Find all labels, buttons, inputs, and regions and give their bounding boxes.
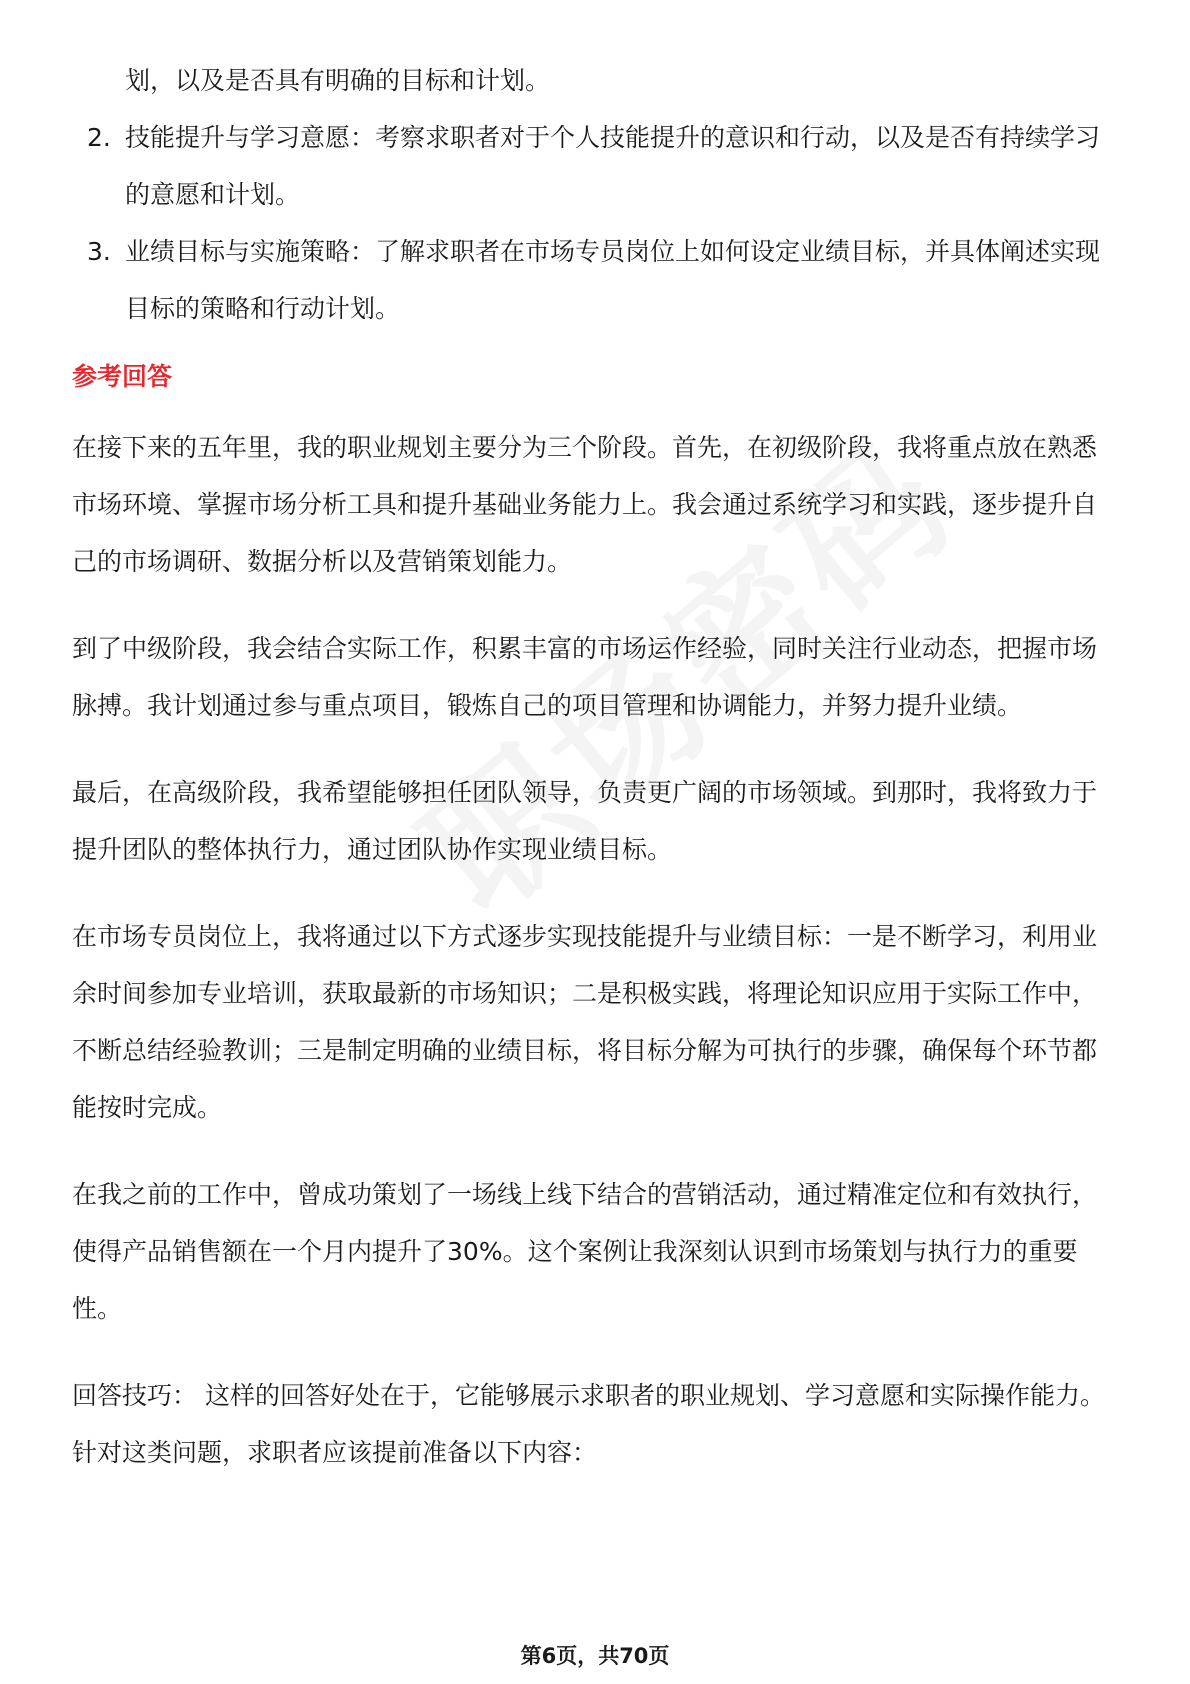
answer-paragraph: 在市场专员岗位上，我将通过以下方式逐步实现技能提升与业绩目标：一是不断学习，利用业余时间参加专业培训，获取最新的市场知识；二是积极实践，将理论知识应用于实际工作中，不断总结经验教训；三是制定明确的业绩目标，将目标分解为可执行的步骤，确保每个环节都能按时完成。	[72, 922, 1098, 1122]
list-item	[72, 223, 1117, 337]
answer-paragraph: 在接下来的五年里，我的职业规划主要分为三个阶段。首先，在初级阶段，我将重点放在熟悉市场环境、掌握市场分析工具和提升基础业务能力上。我会通过系统学习和实践，逐步提升自己的市场调研、数据分析以及营销策划能力。	[72, 433, 1098, 576]
question-points-list	[72, 109, 1117, 337]
list-number: 2.	[87, 123, 111, 152]
answer-paragraph: 最后，在高级阶段，我希望能够担任团队领导，负责更广阔的市场领域。到那时，我将致力于提升团队的整体执行力，通过团队协作实现业绩目标。	[72, 778, 1098, 864]
list-item-continuation: 划，以及是否具有明确的目标和计划。	[125, 66, 551, 95]
section-heading: 参考回答	[72, 362, 173, 391]
answer-paragraph: 到了中级阶段，我会结合实际工作，积累丰富的市场运作经验，同时关注行业动态，把握市场脉搏。我计划通过参与重点项目，锻炼自己的项目管理和协调能力，并努力提升业绩。	[72, 634, 1098, 720]
list-item-text: 业绩目标与实施策略：了解求职者在市场专员岗位上如何设定业绩目标，并具体阐述实现目标的策略和行动计划。	[125, 237, 1101, 323]
page-number: 第6页，共70页	[520, 1644, 670, 1668]
answer-paragraph: 在我之前的工作中，曾成功策划了一场线上线下结合的营销活动，通过精准定位和有效执行，使得产品销售额在一个月内提升了30%。这个案例让我深刻认识到市场策划与执行力的重要性。	[72, 1180, 1098, 1323]
answer-tips-paragraph: 回答技巧： 这样的回答好处在于，它能够展示求职者的职业规划、学习意愿和实际操作能力。针对这类问题，求职者应该提前准备以下内容：	[72, 1381, 1105, 1467]
document-body	[72, 52, 1117, 1511]
list-item	[72, 109, 1117, 223]
list-item-text: 技能提升与学习意愿：考察求职者对于个人技能提升的意识和行动，以及是否有持续学习的意愿和计划。	[125, 123, 1101, 209]
list-number: 3.	[87, 237, 111, 266]
